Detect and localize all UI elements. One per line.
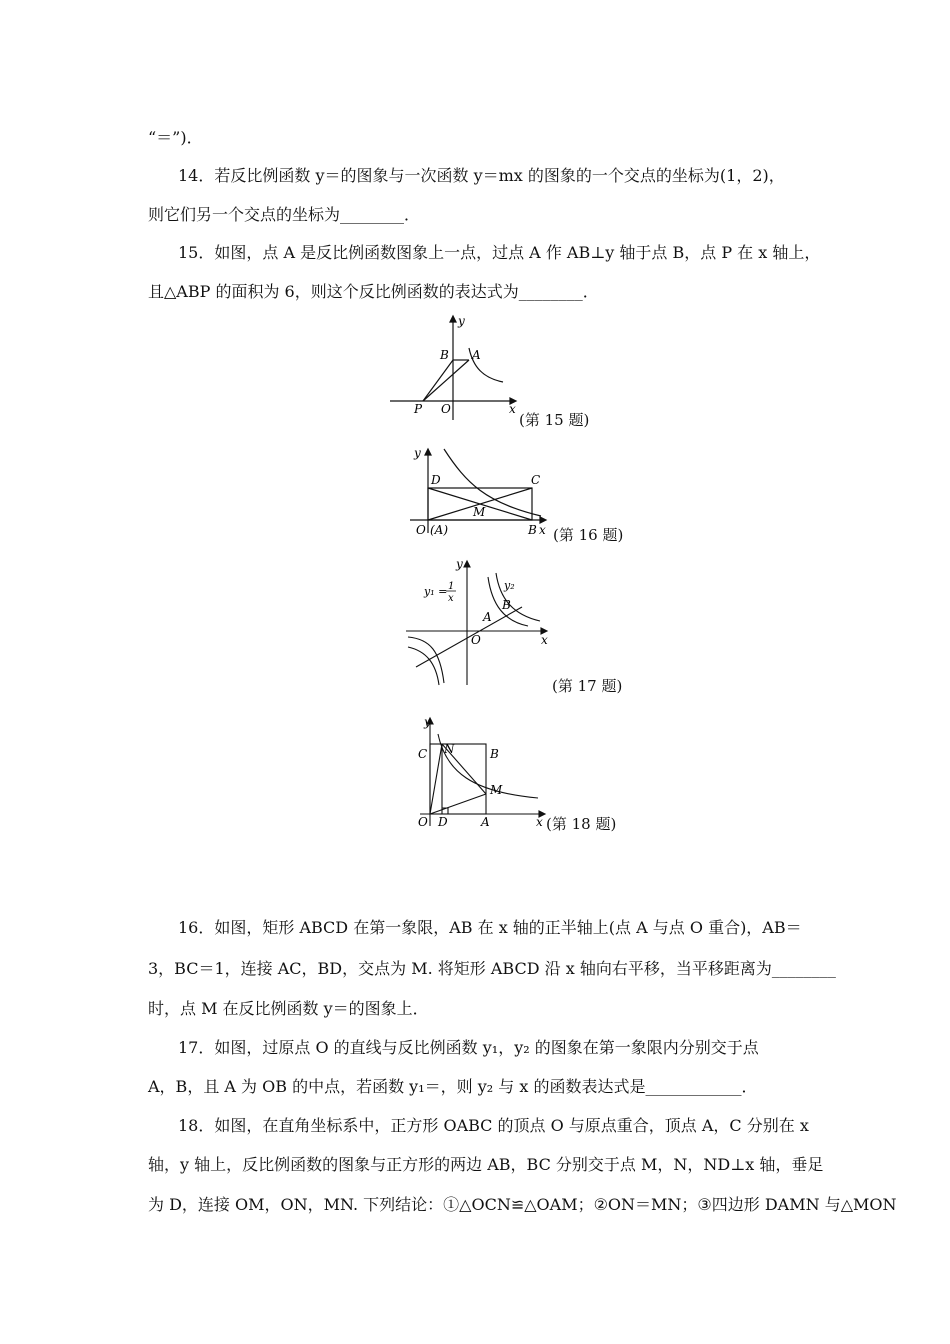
label-y: y <box>456 557 463 571</box>
label-b: B <box>502 598 511 612</box>
figure-15 <box>385 312 525 424</box>
label-y1-eq: y₁ = <box>424 585 448 598</box>
segment-pb <box>423 360 453 401</box>
label-x: x <box>536 815 543 829</box>
label-o: O <box>418 815 428 829</box>
label-d: D <box>431 473 441 487</box>
label-a: A <box>472 348 481 362</box>
label-y: y <box>458 314 465 328</box>
figure-15-caption: (第 15 题) <box>519 411 590 429</box>
label-o: O <box>441 402 451 416</box>
question-15-line-2: 且△ABP 的面积为 6，则这个反比例函数的表达式为________． <box>148 282 599 301</box>
question-16-line-3: 时，点 M 在反比例函数 y＝的图象上． <box>148 999 429 1018</box>
label-a-paren: (A) <box>430 523 449 537</box>
label-m: M <box>490 783 503 797</box>
y-axis-arrow <box>464 561 470 567</box>
question-18-line-1: 18．如图，在直角坐标系中，正方形 OABC 的顶点 O 与原点重合，顶点 A，C 分别在 x <box>178 1116 809 1135</box>
label-x: x <box>539 523 546 537</box>
label-m: M <box>473 505 486 519</box>
label-y: y <box>414 446 421 460</box>
hyperbola-curve <box>444 449 541 516</box>
figure-17-caption: (第 17 题) <box>552 677 623 695</box>
question-14-line-2: 则它们另一个交点的坐标为________． <box>148 205 421 224</box>
label-fraction-den: x <box>448 593 454 604</box>
question-17-line-2: A，B，且 A 为 OB 的中点，若函数 y₁＝，则 y₂ 与 x 的函数表达式是____________． <box>148 1077 758 1096</box>
label-a: A <box>481 815 490 829</box>
segment-pa <box>423 360 469 401</box>
y-axis-arrow <box>450 316 456 322</box>
question-16-line-2: 3，BC＝1，连接 AC，BD，交点为 M. 将矩形 ABCD 沿 x 轴向右平移，当平移距离为________ <box>148 959 836 978</box>
figure-17 <box>404 555 554 690</box>
question-14-line-1: 14．若反比例函数 y＝的图象与一次函数 y＝mx 的图象的一个交点的坐标为(1，2)， <box>178 166 785 185</box>
label-o: O <box>416 523 426 537</box>
label-b: B <box>528 523 537 537</box>
figure-16-caption: (第 16 题) <box>553 526 624 544</box>
curve-y1-branch-3 <box>408 637 444 683</box>
label-d: D <box>438 815 448 829</box>
segment-om <box>430 794 486 814</box>
question-16-line-1: 16．如图，矩形 ABCD 在第一象限，AB 在 x 轴的正半轴上(点 A 与点 O 重合)，AB＝ <box>178 918 802 937</box>
question-17-line-1: 17．如图，过原点 O 的直线与反比例函数 y₁，y₂ 的图象在第一象限内分别交于点 <box>178 1038 759 1057</box>
label-c: C <box>418 747 428 761</box>
y-axis-arrow <box>425 449 431 455</box>
figure-18 <box>412 712 552 832</box>
figure-18-caption: (第 18 题) <box>546 815 617 833</box>
question-18-line-3: 为 D，连接 OM，ON，MN. 下列结论：①△OCN≌△OAM；②ON＝MN；③四边形 DAMN 与△MON <box>148 1195 897 1214</box>
question-18-line-2: 轴，y 轴上，反比例函数的图象与正方形的两边 AB，BC 分别交于点 M，N，ND⊥x 轴，垂足 <box>148 1155 824 1174</box>
text-line-continuation: “＝”)． <box>148 128 203 147</box>
line-through-origin <box>416 607 522 667</box>
curve-y2-branch-3 <box>408 647 439 685</box>
label-fraction-num: 1 <box>448 581 455 592</box>
label-p: P <box>414 402 423 416</box>
label-x: x <box>509 402 516 416</box>
label-b: B <box>440 348 449 362</box>
label-n: N <box>444 742 455 756</box>
label-b: B <box>490 747 499 761</box>
label-y: y <box>424 715 431 729</box>
label-o: O <box>471 633 481 647</box>
label-y2: y₂ <box>504 579 515 592</box>
label-c: C <box>531 473 541 487</box>
question-15-line-1: 15．如图，点 A 是反比例函数图象上一点，过点 A 作 AB⊥y 轴于点 B，点 P 在 x 轴上， <box>178 243 821 262</box>
figure-16 <box>406 443 556 543</box>
curve-y2-branch-1 <box>496 573 540 621</box>
segment-on <box>430 744 442 814</box>
label-a: A <box>483 610 492 624</box>
label-x: x <box>541 633 548 647</box>
